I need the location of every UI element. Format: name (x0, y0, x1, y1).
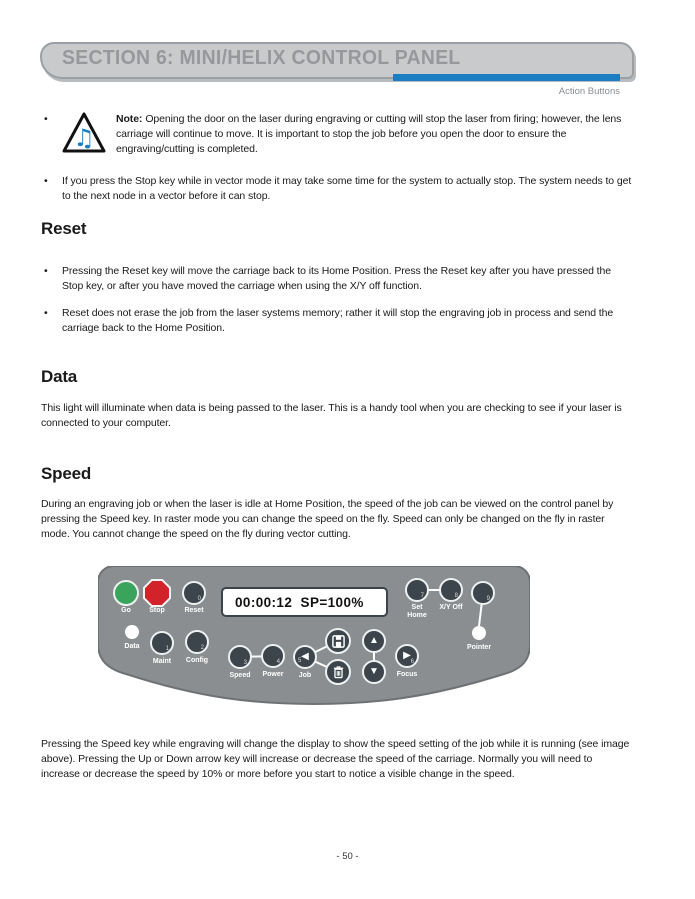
stop-label: Stop (149, 607, 165, 614)
trash-icon (327, 661, 349, 683)
data-heading: Data (41, 367, 78, 386)
pointer-label: Pointer (466, 644, 492, 651)
bullet-icon: • (44, 175, 48, 187)
go-label: Go (121, 607, 131, 614)
focus-button: ▶ 6 (395, 644, 419, 668)
bullet-icon: • (44, 307, 48, 319)
speed-paragraph: During an engraving job or when the laser is idle at Home Position, the speed of the job can be viewed on the control panel by pressing the Speed key. In raster mode you can change the speed on the fly. Speed can only be changed on the fly in raster mode. You cannot change the speed on the fly during vector cutting. (41, 498, 614, 540)
job-button: ◀ 5 (293, 645, 317, 669)
music-note-warning-icon (62, 112, 116, 159)
stop-button (143, 579, 171, 607)
data-light-label: Data (124, 643, 140, 650)
up-arrow-icon: ▲ (369, 635, 379, 646)
speed-key-button: 3 (228, 645, 252, 669)
xy-off-button: 8 (439, 578, 463, 602)
nine-button: 9 (471, 581, 495, 605)
accent-bar (393, 74, 620, 81)
bullet-icon: • (44, 265, 48, 277)
reset-bullet-2: • Reset does not erase the job from the laser systems memory; rather it will stop the engraving job in process and send the carriage back to the Home Position. (44, 307, 614, 334)
svg-text:♫: ♫ (73, 124, 95, 152)
power-label: Power (262, 671, 284, 678)
note-bullet (44, 112, 633, 159)
job-label: Job (298, 672, 312, 679)
note-text: Note: Opening the door on the laser during engraving or cutting will stop the laser from firing; however, the lens carriage will continue to move. It is important to stop the job before you open the door to ensure the engraving/cutting is completed. (116, 113, 622, 155)
speed-key-label: Speed (229, 672, 251, 679)
stop-octagon (145, 581, 169, 605)
note-label: Note: (116, 113, 143, 125)
focus-label: Focus (396, 671, 418, 678)
right-arrow-icon: ▶ (403, 650, 411, 661)
data-paragraph: This light will illuminate when data is being passed to the laser. This is a handy tool when you are checking to see if your laser is connected to your computer. (41, 402, 622, 429)
speed-heading: Speed (41, 464, 92, 483)
control-panel-illustration (98, 566, 530, 706)
left-arrow-icon: ◀ (301, 651, 309, 662)
maint-button: 1 (150, 631, 174, 655)
xy-off-label: X/Y Off (439, 604, 463, 611)
up-arrow-button (362, 629, 386, 653)
closing-paragraph: Pressing the Speed key while engraving will change the display to show the speed setting of the job while it is running (see image above). Pressing the Up or Down arrow key will increase or decrease the speed of the carriage. Normally you will need to increase or decrease the speed by 10% or more before you start to notice a visible change in the speed. (41, 738, 630, 780)
lcd-display: 00:00:12 SP=100% (221, 587, 388, 617)
stop-key-bullet (44, 174, 633, 204)
reset-button: 0 (182, 581, 206, 605)
delete-job-button (325, 659, 351, 685)
action-buttons-caption: Action Buttons (558, 86, 620, 97)
power-button: 4 (261, 644, 285, 668)
go-button (113, 580, 139, 606)
page-number: - 50 - (336, 851, 359, 862)
save-job-button (325, 628, 351, 654)
bullet-icon: • (44, 113, 48, 125)
config-label: Config (185, 657, 209, 664)
stop-key-text: If you press the Stop key while in vector mode it may take some time for the system to actually stop. The system needs to get to the next node in a vector before it can stop. (62, 175, 632, 202)
reset-heading: Reset (41, 219, 87, 238)
save-icon (327, 630, 349, 652)
down-arrow-icon: ▼ (369, 666, 379, 677)
set-home-label: Set Home (407, 604, 427, 619)
config-button: 2 (185, 630, 209, 654)
reset-key-label: Reset (184, 607, 204, 614)
data-light (125, 625, 139, 639)
set-home-button: 7 (405, 578, 429, 602)
maint-label: Maint (152, 658, 172, 665)
section-title: SECTION 6: MINI/HELIX CONTROL PANEL (62, 47, 461, 69)
pointer-light (472, 626, 486, 640)
reset-bullet-1: • Pressing the Reset key will move the carriage back to its Home Position. Press the Reset key after you have pressed the Stop key, or after you have moved the carriage when using the X/Y off function. (44, 265, 611, 292)
